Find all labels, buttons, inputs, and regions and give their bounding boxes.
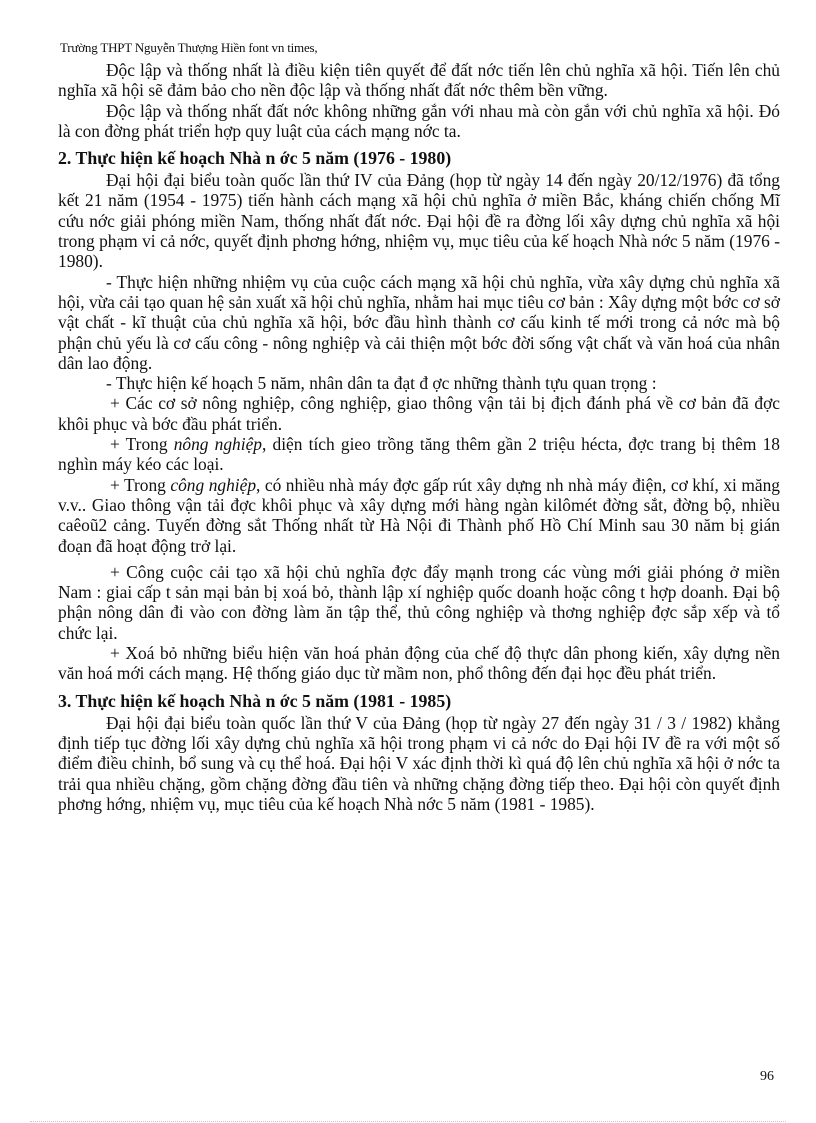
section-2-culture-paragraph: + Xoá bỏ những biểu hiện văn hoá phản động của chế độ thực dân phong kiến, xây dựng nền văn hoá mới cách mạng. Hệ thống giáo dục từ mầm non, phổ thông đến đại học đều phát triển. [58, 643, 780, 684]
intro-paragraph-1: Độc lập và thống nhất là điều kiện tiên quyết để đất nớc tiến lên chủ nghĩa xã hội. Tiến lên chủ nghĩa xã hội sẽ đảm bảo cho nền độc lập và thống nhất đất nớc thêm bền vững. [58, 60, 780, 101]
page-number: 96 [760, 1069, 774, 1084]
intro-paragraph-2: Độc lập và thống nhất đất nớc không những gắn với nhau mà còn gắn với chủ nghĩa xã hội. Đó là con đờng phát triển hợp quy luật của cách mạng nớc ta. [58, 100, 780, 141]
industry-rest: , có nhiều nhà máy đợc gấp rút xây dựng nh nhà máy điện, cơ khí, xi măng v.v.. Giao thông vận tải đợc khôi phục và xây dựng mới hàng ngàn kilômét đờng sắt, đờng bộ, nhiều caêoũ2 cảng. Tuyến đờng sắt Thống nhất từ Hà Nội đi Thành phố Hồ Chí Minh sau 30 năm bị gián đoạn đã hoạt động trở lại. [58, 474, 781, 556]
section-2-reform-paragraph: + Công cuộc cải tạo xã hội chủ nghĩa đợc đẩy mạnh trong các vùng mới giải phóng ở miền Nam : giai cấp t sản mại bản bị xoá bỏ, thành lập xí nghiệp quốc doanh hoặc công t hợp doanh. Đại bộ phận nông dân đi vào con đờng làm ăn tập thể, thủ công nghiệp và thơng nghiệp đợc sắp xếp và tổ chức lại. [58, 561, 780, 643]
agriculture-rest: , diện tích gieo trồng tăng thêm gần 2 triệu hécta, đợc trang bị thêm 18 nghìn máy kéo các loại. [58, 434, 780, 475]
section-2-industry-paragraph [58, 475, 780, 556]
agriculture-prefix: + Trong [110, 434, 174, 455]
section-3-paragraph-1: Đại hội đại biểu toàn quốc lần thứ V của Đảng (họp từ ngày 27 đến ngày 31 / 3 / 1982) khẳng định tiếp tục đờng lối xây dựng chủ nghĩa xã hội trong phạm vi cả nớc do Đại hội IV đề ra với một số điểm điều chỉnh, bổ sung và cụ thể hoá. Đại hội V xác định thời kì quá độ lên chủ nghĩa xã hội ở nớc ta trải qua nhiều chặng, gồm chặng đờng đầu tiên và những chặng đờng tiếp theo. Đại hội còn quyết định phơng hớng, nhiệm vụ, mục tiêu của kế hoạch Nhà nớc 5 năm (1981 - 1985). [58, 712, 780, 814]
section-2-paragraph-2: - Thực hiện những nhiệm vụ của cuộc cách mạng xã hội chủ nghĩa, vừa xây dựng chủ nghĩa xã hội, vừa cải tạo quan hệ sản xuất xã hội chủ nghĩa, nhằm hai mục tiêu cơ bản : Xây dựng một bớc cơ sở vật chất - kĩ thuật của chủ nghĩa xã hội, bớc đầu hình thành cơ cấu kinh tế mới trong cả nớc mà bộ phận chủ yếu là cơ cấu công - nông nghiệp và cải thiện một bớc đời sống vật chất và văn hoá của nhân dân lao động. [58, 271, 780, 373]
section-2-agriculture-paragraph [58, 434, 780, 475]
industry-term: công nghiệp [170, 474, 257, 495]
agriculture-term: nông nghiệp [173, 434, 262, 455]
section-2-heading: 2. Thực hiện kế hoạch Nhà n ớc 5 năm (1976 - 1980) [58, 148, 452, 169]
section-3-heading: 3. Thực hiện kế hoạch Nhà n ớc 5 năm (1981 - 1985) [58, 690, 452, 711]
page-header: Trường THPT Nguyễn Thượng Hiền font vn times, [60, 40, 318, 55]
industry-prefix: + Trong [110, 474, 171, 495]
section-2-paragraph-1: Đại hội đại biểu toàn quốc lần thứ IV của Đảng (họp từ ngày 14 đến ngày 20/12/1976) đã tổng kết 21 năm (1954 - 1975) tiến hành cách mạng xã hội chủ nghĩa ở miền Bắc, kháng chiến chống Mĩ cứu nớc giải phóng miền Nam, thống nhất đất nớc. Đại hội đề ra đờng lối xây dựng chủ nghĩa xã hội trong phạm vi cả nớc, quyết định phơng hớng, nhiệm vụ, mục tiêu của kế hoạch Nhà nớc 5 năm (1976 - 1980). [58, 170, 780, 272]
section-2-paragraph-3: - Thực hiện kế hoạch 5 năm, nhân dân ta đạt đ ợc những thành tựu quan trọng : [106, 373, 657, 394]
section-2-paragraph-4: + Các cơ sở nông nghiệp, công nghiệp, giao thông vận tải bị địch đánh phá về cơ bản đã đợc khôi phục và bớc đầu phát triển. [58, 393, 780, 434]
page-content [58, 60, 780, 814]
bottom-rule [30, 1121, 786, 1122]
